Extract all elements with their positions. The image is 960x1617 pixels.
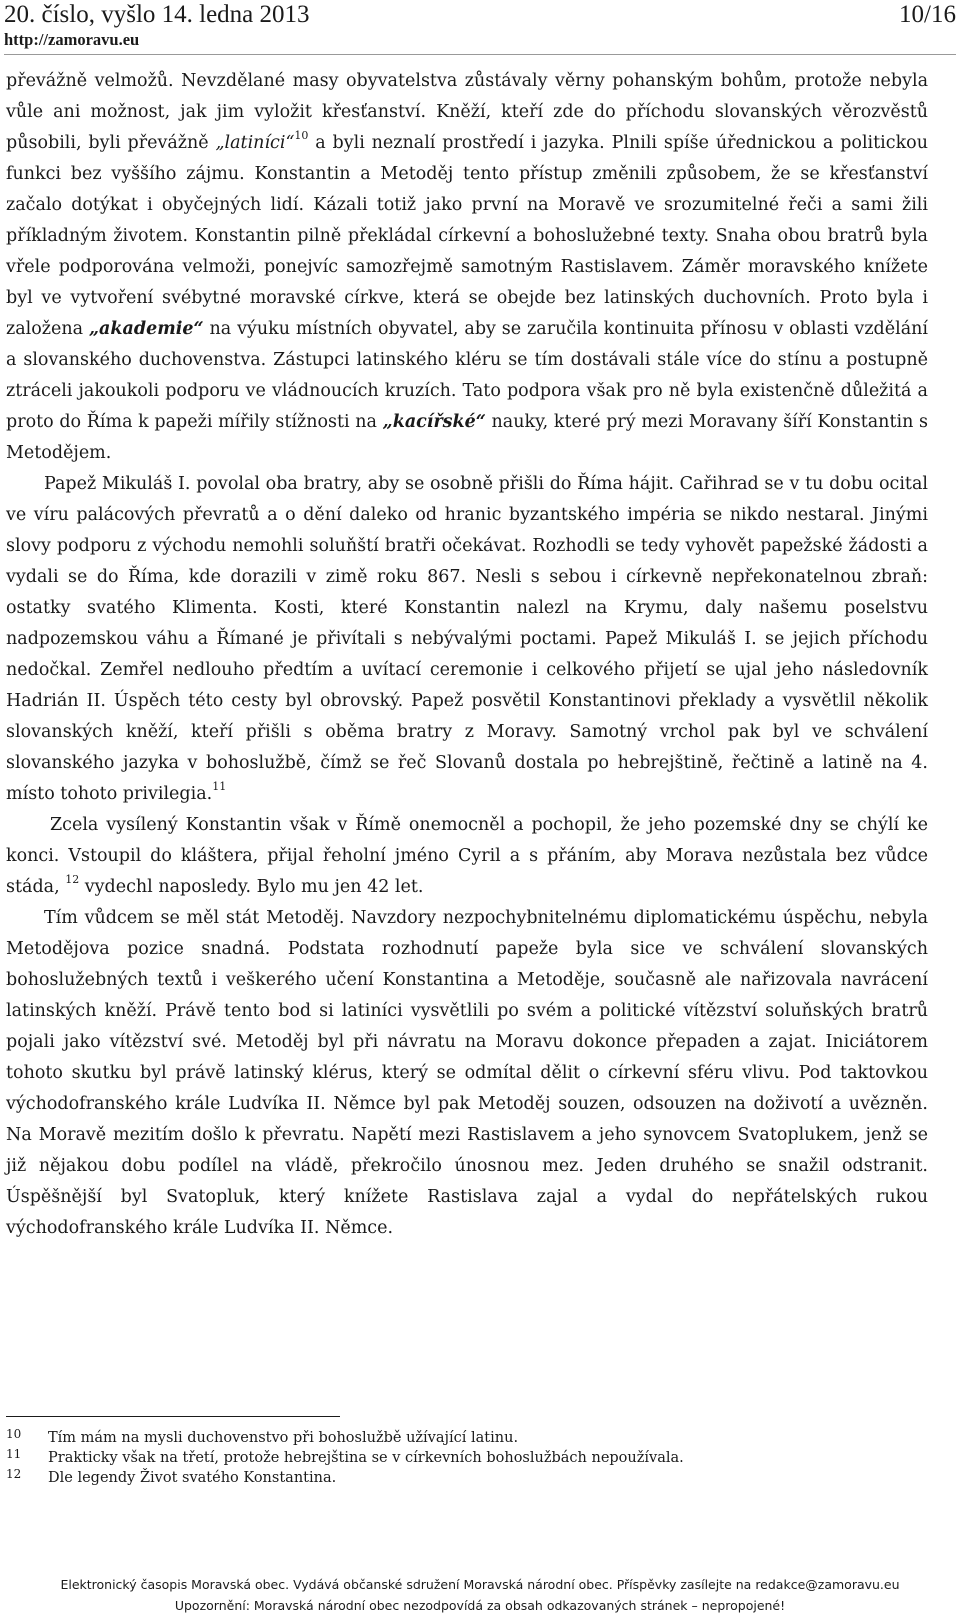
footnote-number: 11: [6, 1447, 22, 1461]
paragraph-3: Zcela vysílený Konstantin však v Římě onemocněl a pochopil, že jeho pozemské dny se chýlí ke konci. Vstoupil do kláštera, přijal řeholní jméno Cyril a s přáním, aby Morava nezůstala bez vůdce stáda, $^{12}$ vydechl naposledy. Bylo mu jen 42 let.: [6, 815, 928, 897]
emphasis-kacirske: „kacířské“: [382, 412, 486, 432]
footer-disclaimer-line: Upozornění: Moravská národní obec nezodpovídá za obsah odkazovaných stránek – nepropojené!: [174, 1598, 786, 1613]
footer-publisher-line: Elektronický časopis Moravská obec. Vydává občanské sdružení Moravská národní obec. Příspěvky zasílejte na redakce@zamoravu.eu: [60, 1577, 900, 1592]
issue-info: 20. číslo, vyšlo 14. ledna 2013: [4, 1, 310, 28]
page-footer: [0, 1574, 960, 1616]
footnote-10: [6, 1428, 926, 1448]
paragraph-4: Tím vůdcem se měl stát Metoděj. Navzdory nezpochybnitelnému diplomatickému úspěchu, nebyla Metodějova pozice snadná. Podstata rozhodnutí papeže byla sice ve schválení slovanských bohoslužebných textů i veškerého učení Konstantina a Metoděje, současně ale nařizovala navrácení latinských kněží. Právě tento bod si latiníci vysvětlili po svém a politické vítězství soluňských bratrů pojali jako vítězství své. Metoděj byl při návratu na Moravu dokonce přepaden a zajat. Iniciátorem tohoto skutku byl právě latinský klérus, který se odmítal dělit o církevní sféru vlivu. Pod taktovkou východofranského krále Ludvíka II. Němce byl pak Metoděj souzen, odsouzen na doživotí a uvězněn. Na Moravě mezitím došlo k převratu. Napětí mezi Rastislavem a jeho synovcem Svatoplukem, jenž se již nějakou dobu podílel na vládě, překročilo únosnou mez. Jeden druhého se snažil odstranit. Úspěšnější byl Svatopluk, který knížete Rastislava zajal a vydal do nepřátelských rukou východofranského krále Ludvíka II. Němce.: [6, 908, 928, 1238]
footnotes: [6, 1428, 926, 1488]
page-number: 10/16: [899, 1, 956, 28]
article-body: [6, 66, 928, 1244]
footnote-text: Prakticky však na třetí, protože hebrejština se v církevních bohoslužbách nepoužívala.: [48, 1450, 684, 1466]
paragraph-1: převážně velmožů. Nevzdělané masy obyvatelstva zůstávaly věrny pohanským bohům, protože nebyla vůle ani možnost, jak jim vyložit křesťanství. Kněží, kteří zde do příchodu slovanských věrozvěstů působili, byli převážně „latiníci“$^{10}$ a byli neznalí prostředí i jazyka. Plnili spíše úřednickou a politickou funkci bez vyššího zájmu. Konstantin a Metoděj tento přístup změnili způsobem, že se křesťanství začalo dotýkat i obyčejných lidí. Kázali totiž jako první na Moravě ve srozumitelné řeči a sami žili příkladným životem. Konstantin pilně překládal církevní a bohoslužebné texty. Snaha obou bratrů byla vřele podporována velmoži, ponejvíc samozřejmě samotným Rastislavem. Záměr moravského knížete byl ve vytvoření svébytné moravské církve, která se obejde bez latinských duchovních. Proto byla i založena „akademie“ na výuku místních obyvatel, aby se zaručila kontinuita přínosu v oblasti vzdělání a slovanského duchovenstva. Zástupci latinského kléru se tím dostávali stále více do stínu a postupně ztráceli jakoukoli podporu ve vládnoucích kruzích. Tato podpora však pro ně byla existenčně důležitá a proto do Říma k papeži mířily stížnosti na „kacířské“ nauky, které prý mezi Moravany šíří Konstantin s Metodějem.: [6, 71, 928, 463]
footnote-number: 10: [6, 1427, 22, 1441]
footnote-ref-12[interactable]: 12: [65, 873, 80, 887]
footnote-11: [6, 1448, 926, 1468]
footnote-12: [6, 1468, 926, 1488]
page-header: [4, 0, 956, 50]
site-url-link[interactable]: http://zamoravu.eu: [4, 30, 140, 49]
header-divider: [4, 54, 956, 55]
emphasis-latinici: „latiníci“: [215, 133, 295, 153]
emphasis-akademie: „akademie“: [88, 319, 204, 339]
footnote-divider: [6, 1416, 340, 1417]
footnote-text: Tím mám na mysli duchovenstvo při bohoslužbě užívající latinu.: [48, 1430, 519, 1446]
footnote-text: Dle legendy Život svatého Konstantina.: [48, 1470, 337, 1486]
footnote-ref-11[interactable]: 11: [212, 780, 227, 794]
footnote-number: 12: [6, 1467, 22, 1481]
paragraph-2: Papež Mikuláš I. povolal oba bratry, aby se osobně přišli do Říma hájit. Cařihrad se v tu dobu ocital ve víru palácových převratů a o dění daleko od hranic byzantského impéria se nikdo nestaral. Jinými slovy podporu z východu nemohli soluňští bratři očekávat. Rozhodli se tedy vyhovět papežské žádosti a vydali se do Říma, kde dorazili v zimě roku 867. Nesli s sebou i církevně nepřekonatelnou zbraň: ostatky svatého Klimenta. Kosti, které Konstantin nalezl na Krymu, daly našemu poselstvu nadpozemskou váhu a Římané je přivítali s nebývalými poctami. Papež Mikuláš I. se jejich příchodu nedočkal. Zemřel nedlouho předtím a uvítací ceremonie i celkového přijetí se ujal jeho následovník Hadrián II. Úspěch této cesty byl obrovský. Papež posvětil Konstantinovi překlady a vysvětlil několik slovanských kněží, kteří přišli s oběma bratry z Moravy. Samotný vrchol pak byl ve schválení slovanského jazyka v bohoslužbě, čímž se řeč Slovanů dostala po hebrejštině, řečtině a latině na 4. místo tohoto privilegia.$^{11}$: [6, 474, 928, 804]
footnote-ref-10[interactable]: 10: [294, 129, 309, 143]
